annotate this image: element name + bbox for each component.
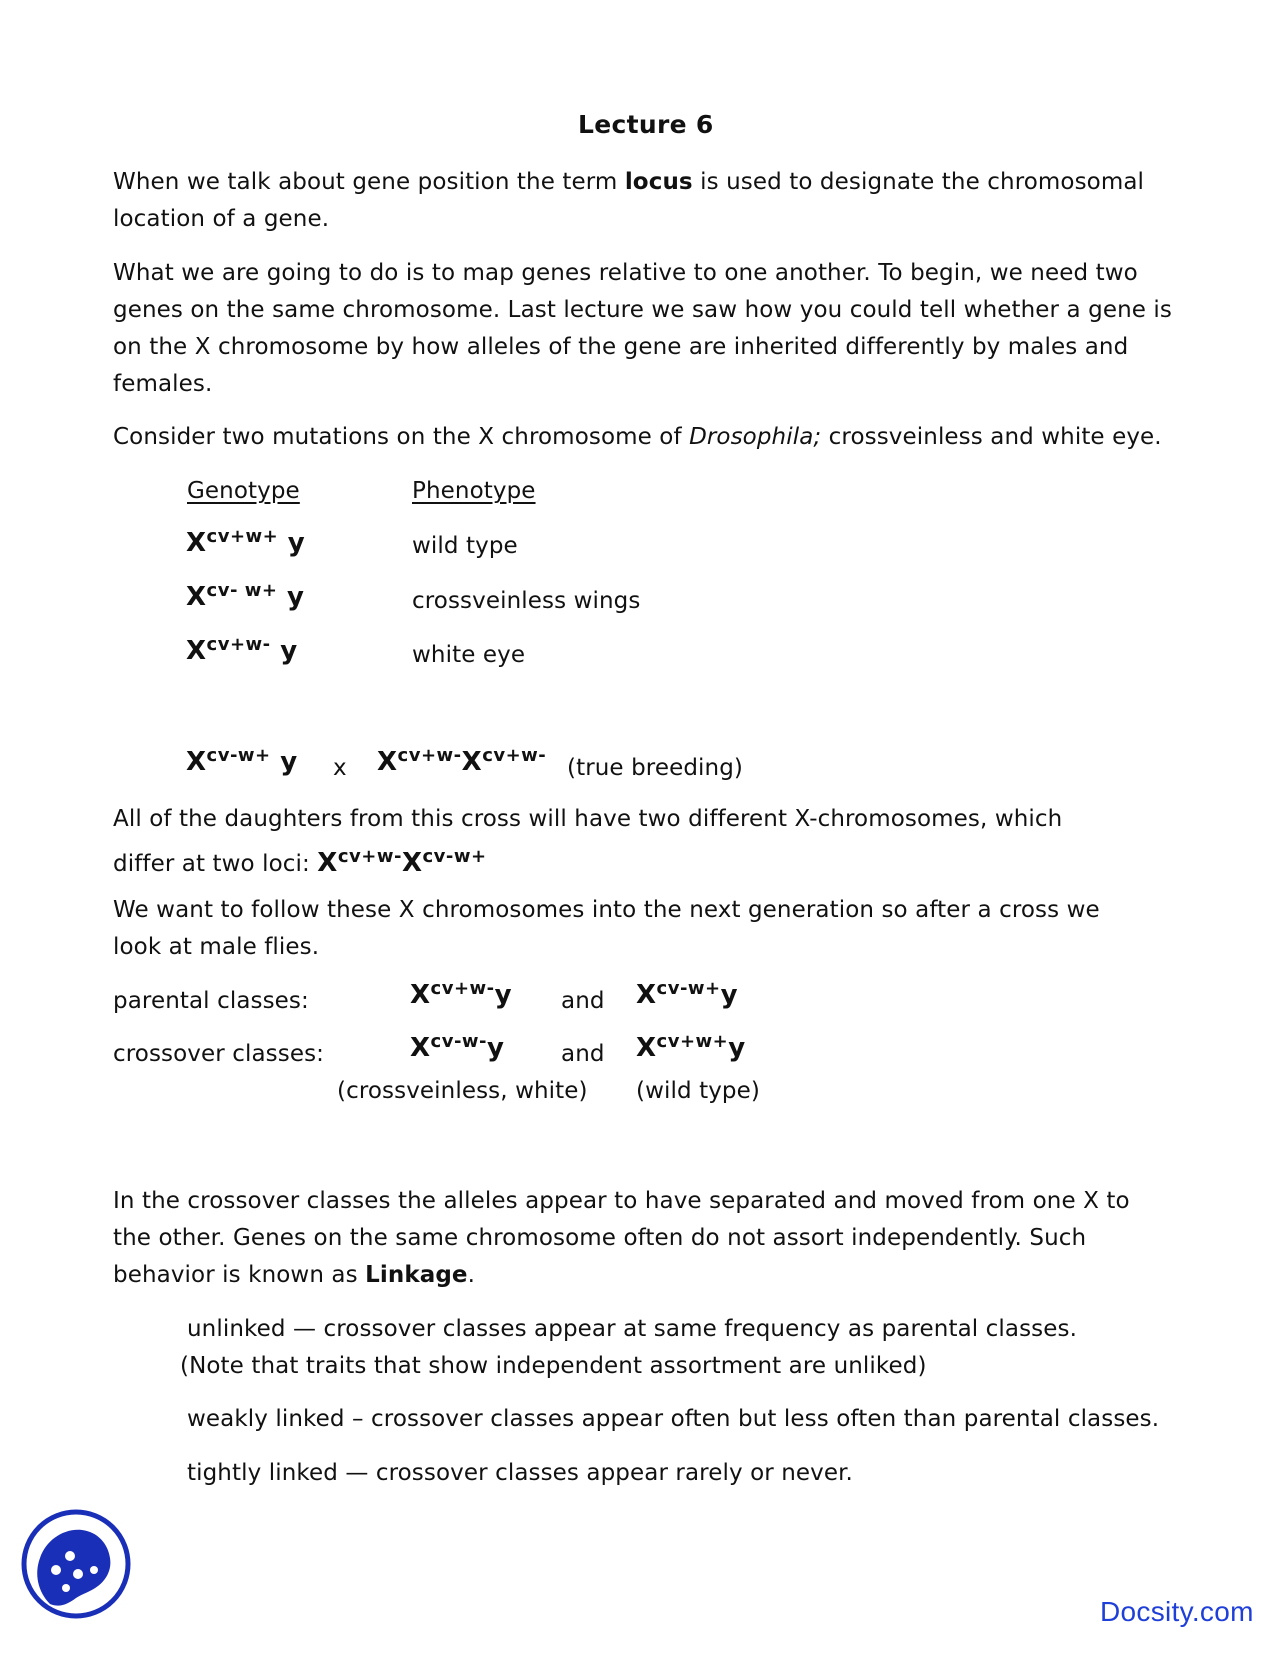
allele-superscript: cv- w+ [206,580,278,601]
species-name: Drosophila; [689,424,822,450]
chromosome-symbol: y [270,747,298,777]
chromosome-symbol: y [487,1033,505,1063]
crossover-class-2 [636,1031,746,1063]
text-segment: is used to designate the chromosomal [692,169,1145,195]
chromosome-symbol: X [377,747,398,777]
term-linkage: Linkage [365,1262,468,1288]
linkage-unlinked: unlinked — crossover classes appear at same frequency as parental classes. [187,1316,1078,1342]
text-segment: When we talk about gene position the term [113,169,625,195]
docsity-logo-icon [20,1508,132,1620]
chromosome-symbol: X [186,636,207,666]
paragraph-locus-line2: location of a gene. [113,206,330,232]
chromosome-symbol: X [636,980,657,1010]
chromosome-symbol: X [636,1033,657,1063]
chromosome-symbol: X [186,528,207,558]
paragraph-next-gen-line1: We want to follow these X chromosomes into the next generation so after a cross we [113,897,1100,923]
allele-superscript: cv+w- [206,634,271,655]
crossover-class-1-note: (crossveinless, white) [337,1078,588,1104]
linkage-weak: weakly linked – crossover classes appear often but less often than parental classes. [187,1406,1160,1432]
cross-female-genotype [377,745,546,777]
term-locus: locus [624,169,693,195]
linkage-tight: tightly linked — crossover classes appear rarely or never. [187,1460,853,1486]
parental-class-2 [636,978,738,1010]
phenotype-row-2: crossveinless wings [412,588,641,614]
paragraph-next-gen-line2: look at male flies. [113,934,320,960]
allele-superscript: cv+w- [337,846,402,867]
chromosome-symbol: X [410,1033,431,1063]
genotype-row-1 [186,526,305,558]
linkage-unlinked-note: (Note that traits that show independent assortment are unliked) [180,1353,927,1379]
chromosome-symbol: X [461,747,483,777]
allele-superscript: cv+w+ [656,1031,729,1052]
text-segment: crossveinless and white eye. [821,424,1162,450]
paragraph-linkage-line2: the other. Genes on the same chromosome often do not assort independently. Such [113,1225,1087,1251]
genotype-header: Genotype [187,478,300,504]
paragraph-map-line4: females. [113,371,213,397]
chromosome-symbol: y [278,528,306,558]
cross-note: (true breeding) [567,755,743,781]
text-segment: . [467,1262,476,1288]
cross-male-genotype [186,745,298,777]
allele-superscript: cv+w+ [206,526,279,547]
and-connector-2: and [561,1041,605,1067]
paragraph-map-line2: genes on the same chromosome. Last lecture we saw how you could tell whether a gene is [113,297,1172,323]
allele-superscript: cv-w- [430,1031,488,1052]
genotype-row-3 [186,634,298,666]
crossover-class-1 [410,1031,504,1063]
paragraph-daughters-line2 [113,838,487,883]
paragraph-daughters-line1: All of the daughters from this cross will have two different X-chromosomes, which [113,806,1063,832]
allele-superscript: cv+w- [482,745,547,766]
chromosome-symbol: X [401,848,423,878]
chromosome-symbol: X [186,582,207,612]
crossover-class-2-note: (wild type) [636,1078,760,1104]
allele-superscript: cv+w- [430,978,495,999]
parental-class-1 [410,978,512,1010]
chromosome-symbol: X [410,980,431,1010]
allele-superscript: cv-w+ [656,978,721,999]
phenotype-header: Phenotype [412,478,536,504]
text-segment: behavior is known as [113,1262,366,1288]
paragraph-map-line1: What we are going to do is to map genes relative to one another. To begin, we need two [113,260,1138,286]
docsity-brand-text: Docsity.com [1100,1596,1254,1627]
text-segment: Consider two mutations on the X chromosome of [113,424,690,450]
paragraph-locus-line1 [113,164,1144,201]
crossover-classes-label: crossover classes: [113,1041,325,1067]
cross-times-sign: x [333,755,347,781]
and-connector-1: and [561,988,605,1014]
paragraph-map-line3: on the X chromosome by how alleles of the gene are inherited differently by males and [113,334,1129,360]
chromosome-symbol: y [494,980,513,1010]
chromosome-symbol: y [720,980,739,1010]
allele-superscript: cv-w+ [206,745,271,766]
chromosome-symbol: y [270,636,298,666]
paragraph-mutations [113,419,1162,456]
chromosome-symbol: X [317,848,338,878]
allele-superscript: cv+w- [397,745,462,766]
page-title: Lecture 6 [578,110,714,139]
chromosome-symbol: X [186,747,207,777]
chromosome-symbol: y [728,1033,746,1063]
allele-superscript: cv-w+ [422,846,487,867]
chromosome-symbol: y [277,582,305,612]
text-segment: differ at two loci: [113,851,318,877]
paragraph-linkage-line1: In the crossover classes the alleles appear to have separated and moved from one X to [113,1188,1130,1214]
phenotype-row-3: white eye [412,642,526,668]
paragraph-linkage-line3 [113,1257,475,1294]
phenotype-row-1: wild type [412,533,518,559]
parental-classes-label: parental classes: [113,988,309,1014]
genotype-row-2 [186,580,304,612]
